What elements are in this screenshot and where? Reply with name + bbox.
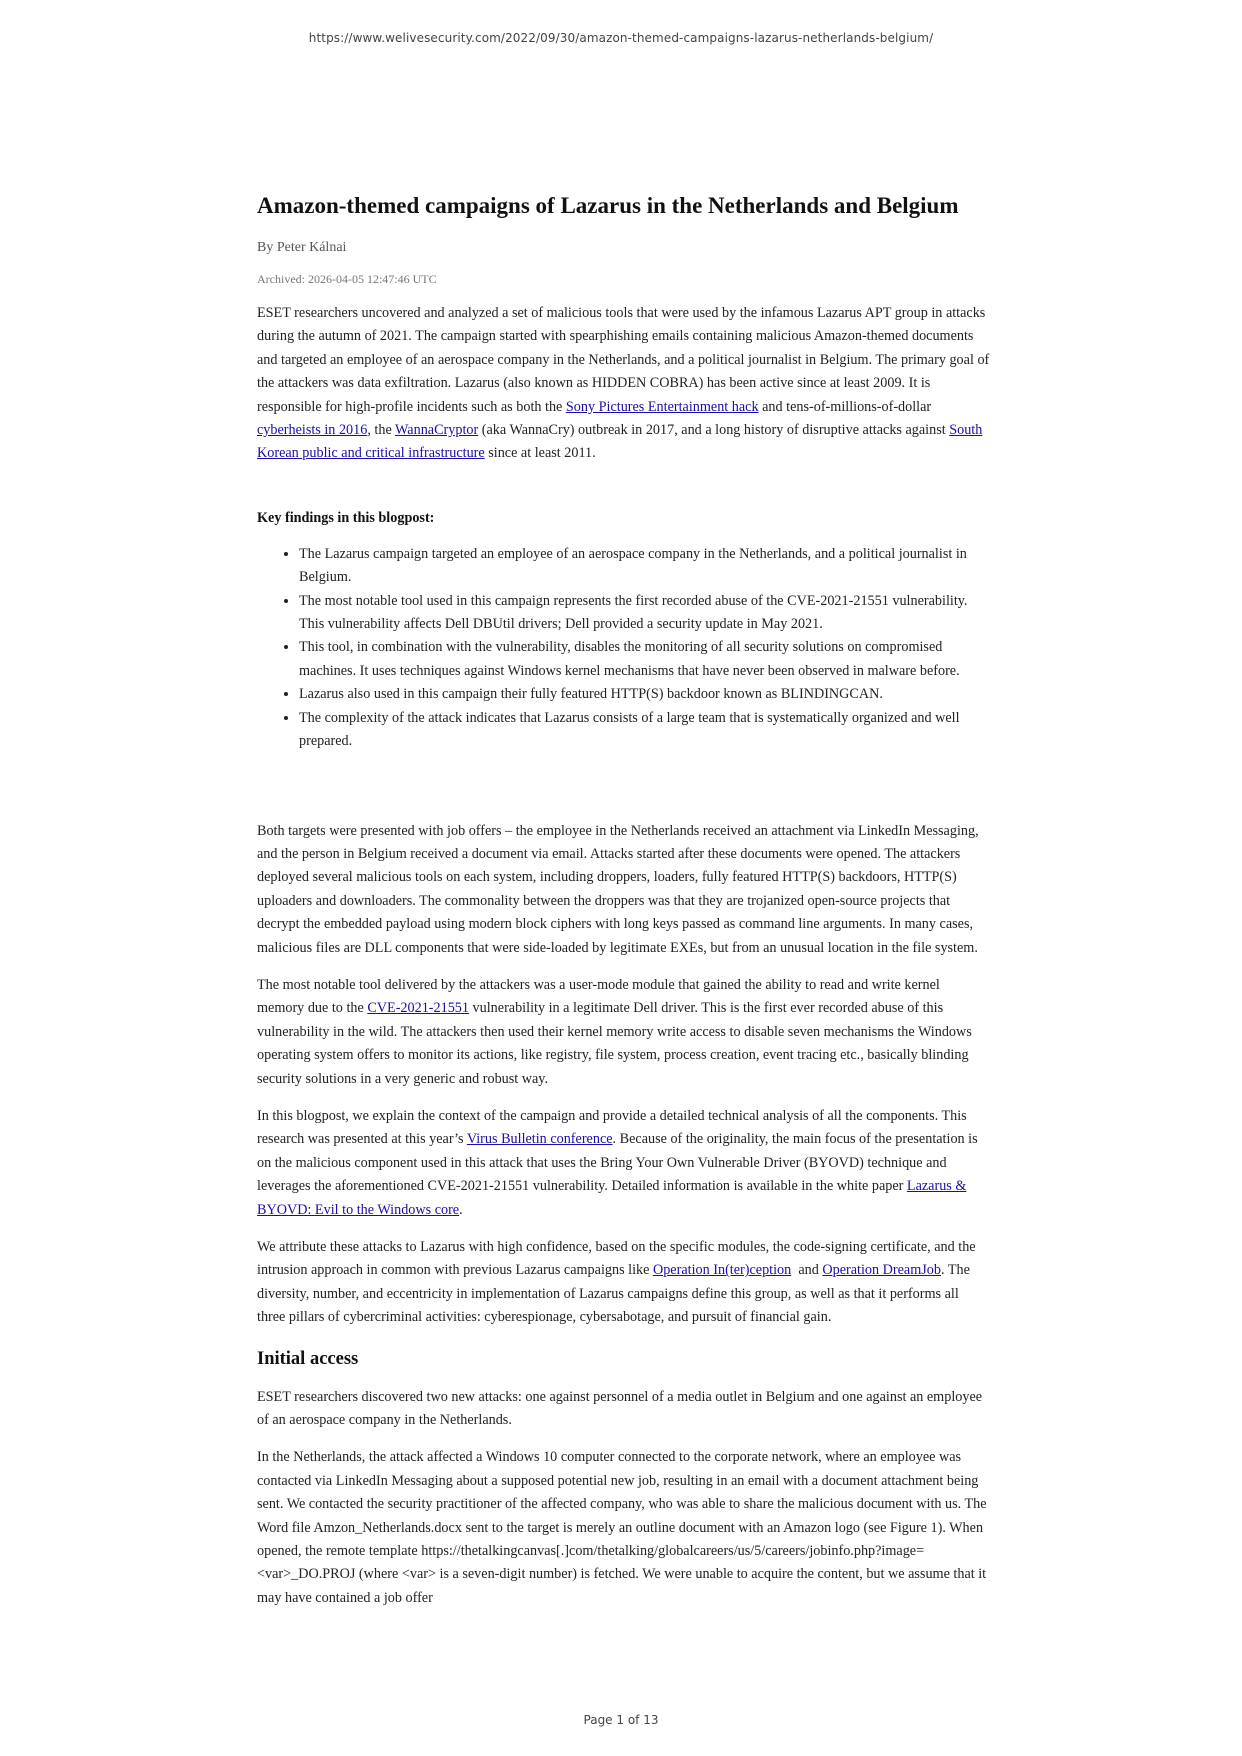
key-findings-list	[257, 543, 990, 754]
page-number: Page 1 of 13	[583, 1713, 659, 1727]
white-paper-link[interactable]: Lazarus & BYOVD: Evil to the Windows core	[257, 1178, 967, 1218]
cve-link[interactable]: CVE-2021-21551	[367, 1000, 469, 1017]
netherlands-attack-paragraph: In the Netherlands, the attack affected a Windows 10 computer connected to the corporate network, where an employee was contacted via LinkedIn Messaging about a supposed potential new job, resulting in an email with a document attachment being sent. We contacted the security practitioner of the affected company, who was able to share the malicious document with us. The Word file Amzon_Netherlands.docx sent to the target is merely an outline document with an Amazon logo (see Figure 1). When opened, the remote template https://thetalkingcanvas[.]com/thetalking/globalcareers/us/5/careers/jobinfo.php?image=<var>_DO.PROJ (where <var> is a seven-digit number) is fetched. We were unable to acquire the content, but we assume that it may have contained a job offer	[257, 1449, 987, 1606]
article	[257, 190, 990, 1610]
targets-paragraph: Both targets were presented with job offers – the employee in the Netherlands received an attachment via LinkedIn Messaging, and the person in Belgium received a document via email. Attacks started after these documents were opened. The attackers deployed several malicious tools on each system, including droppers, loaders, fully featured HTTP(S) backdoors, HTTP(S) uploaders and downloaders. The commonality between the droppers was that they are trojanized open-source projects that decrypt the embedded payload using modern block ciphers with long keys passed as command line arguments. In many cases, malicious files are DLL components that were side-loaded by legitimate EXEs, but from an unusual location in the file system.	[257, 822, 979, 956]
notable-tool-paragraph: The most notable tool delivered by the attackers was a user-mode module that gained the ability to read and write kernel memory due to the CVE-2021-21551 vulnerability in a legitimate Dell driver. This is the first ever recorded abuse of this vulnerability in the wild. The attackers then used their kernel memory write access to disable seven mechanisms the Windows operating system offers to monitor its actions, like registry, file system, process creation, event tracing etc., basically blinding security solutions in a very generic and robust way.	[257, 976, 972, 1087]
page-url: https://www.welivesecurity.com/2022/09/30/amazon-themed-campaigns-lazarus-netherlands-belgium/	[308, 31, 934, 45]
key-findings-heading: Key findings in this blogpost:	[257, 509, 435, 526]
attribution-paragraph: We attribute these attacks to Lazarus with high confidence, based on the specific modules, the code-signing certificate, and the intrusion approach in common with previous Lazarus campaigns like Operation In(ter)ception and Operation DreamJob. The diversity, number, and eccentricity in implementation of Lazarus campaigns define this group, as well as that it performs all three pillars of cybercriminal activities: cyberespionage, cybersabotage, and pursuit of financial gain.	[257, 1239, 976, 1326]
sony-hack-link[interactable]: Sony Pictures Entertainment hack	[565, 398, 759, 415]
cyberheists-link[interactable]: cyberheists in 2016	[257, 422, 368, 439]
section-heading-initial-access: Initial access	[257, 1348, 359, 1369]
wannacryptor-link[interactable]: WannaCryptor	[395, 422, 479, 439]
list-item: • Lazarus also used in this campaign their fully featured HTTP(S) backdoor known as BLINDINGCAN.	[299, 683, 990, 706]
virus-bulletin-link[interactable]: Virus Bulletin conference	[466, 1131, 613, 1148]
archived-timestamp: Archived: 2026-04-05 12:47:46 UTC	[257, 272, 437, 286]
list-item: • The Lazarus campaign targeted an employee of an aerospace company in the Netherlands, and a political journalist in Belgium.	[299, 543, 990, 590]
operation-interception-link[interactable]: Operation In(ter)ception	[652, 1262, 792, 1279]
list-item: • The complexity of the attack indicates that Lazarus consists of a large team that is systematically organized and well prepared.	[299, 707, 990, 754]
list-item: • This tool, in combination with the vulnerability, disables the monitoring of all security solutions on compromised machines. It uses techniques against Windows kernel mechanisms that have never been observed in malware before.	[299, 636, 990, 683]
operation-dreamjob-link[interactable]: Operation DreamJob	[822, 1262, 941, 1279]
intro-paragraph: ESET researchers uncovered and analyzed a set of malicious tools that were used by the infamous Lazarus APT group in attacks during the autumn of 2021. The campaign started with spearphishing emails containing malicious Amazon-themed documents and targeted an employee of an aerospace company in the Netherlands, and a political journalist in Belgium. The primary goal of the attackers was data exfiltration. Lazarus (also known as HIDDEN COBRA) has been active since at least 2009. It is responsible for high-profile incidents such as both the Sony Pictures Entertainment hack and tens-of-millions-of-dollar cyberheists in 2016, the WannaCryptor (aka WannaCry) outbreak in 2017, and a long history of disruptive attacks against South Korean public and critical infrastructure since at least 2011.	[257, 305, 990, 462]
initial-access-paragraph: ESET researchers discovered two new attacks: one against personnel of a media outlet in Belgium and one against an employee of an aerospace company in the Netherlands.	[257, 1388, 983, 1429]
author-byline: By Peter Kálnai	[257, 240, 347, 255]
south-korean-infrastructure-link[interactable]: South Korean public and critical infrastructure	[257, 422, 983, 462]
list-item: • The most notable tool used in this campaign represents the first recorded abuse of the CVE-2021-21551 vulnerability. This vulnerability affects Dell DBUtil drivers; Dell provided a security update in May 2021.	[299, 590, 990, 637]
article-title: Amazon-themed campaigns of Lazarus in the Netherlands and Belgium	[257, 193, 959, 218]
blogpost-context-paragraph: In this blogpost, we explain the context of the campaign and provide a detailed technical analysis of all the components. This research was presented at this year’s Virus Bulletin conference. Because of the originality, the main focus of the presentation is on the malicious component used in this attack that uses the Bring Your Own Vulnerable Driver (BYOVD) technique and leverages the aforementioned CVE-2021-21551 vulnerability. Detailed information is available in the white paper Lazarus & BYOVD: Evil to the Windows core.	[257, 1107, 978, 1218]
